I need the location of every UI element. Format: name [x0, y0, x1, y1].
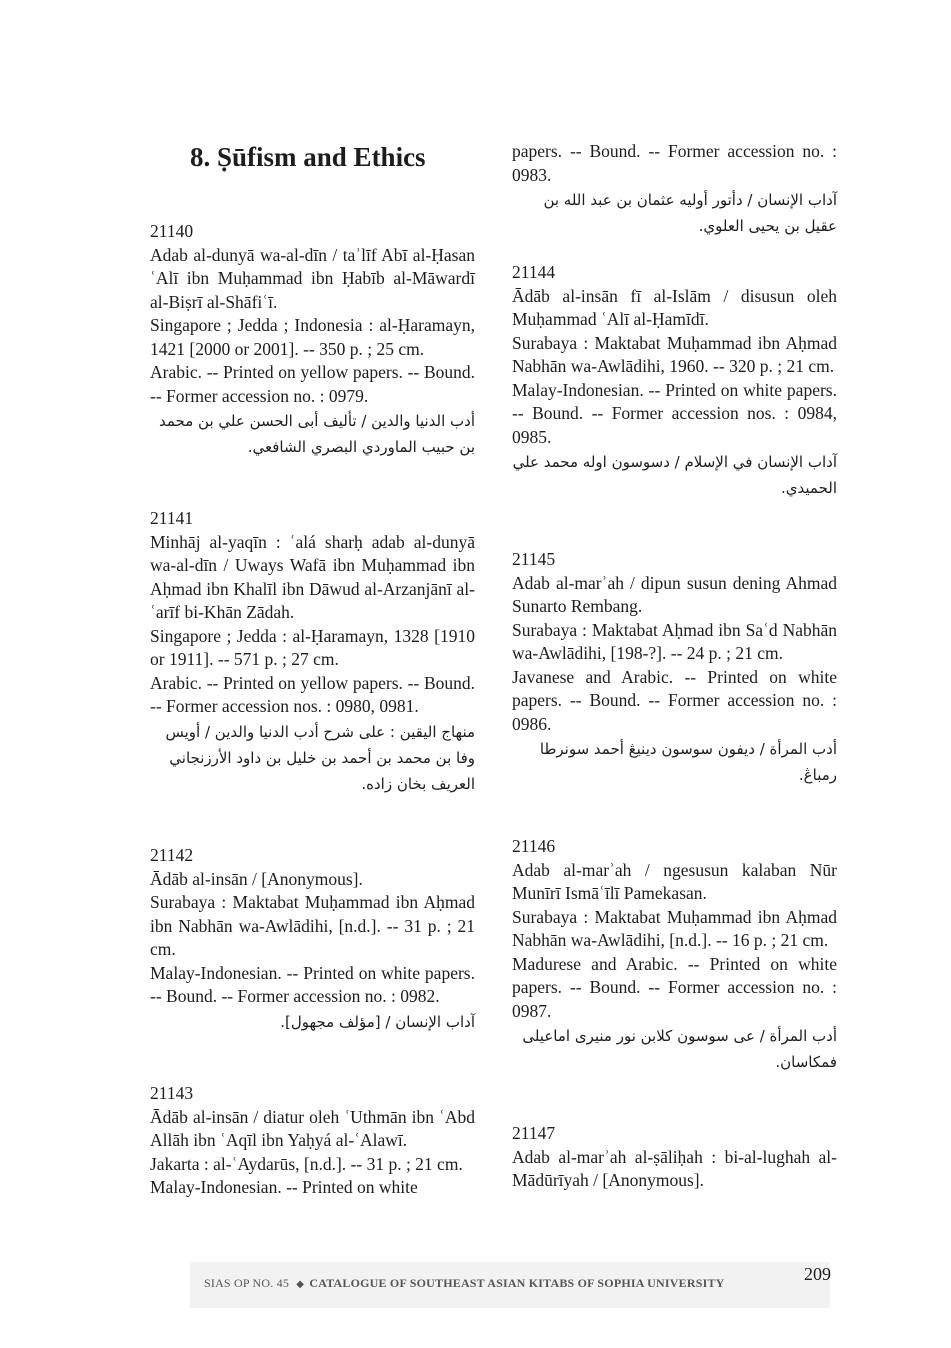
entry-notes: papers. -- Bound. -- Former accession no. : 0983. — [512, 141, 837, 185]
catalogue-entry — [150, 220, 475, 460]
entry-notes: Arabic. -- Printed on yellow papers. -- Bound. -- Former accession no. : 0979. — [150, 362, 475, 406]
catalogue-entry — [150, 507, 475, 797]
entry-number: 21146 — [512, 836, 556, 856]
entry-arabic-title: أدب المرأة / ديفون سوسون دينيڠ أحمد سونرطا رمباڠ. — [539, 740, 837, 784]
entry-title: Ādāb al-insān / [Anonymous]. — [150, 868, 363, 889]
entry-title: Ādāb al-insān fī al-Islām / disusun oleh Muḥammad ʿAlī al-Ḥamīdī. — [512, 285, 837, 329]
entry-notes: Malay-Indonesian. -- Printed on white — [150, 1177, 418, 1197]
entry-arabic-title: آداب الإنسان / [مؤلف مجهول]. — [280, 1012, 475, 1031]
page-footer — [190, 1262, 830, 1308]
entry-imprint: Surabaya : Maktabat Muḥammad ibn Aḥmad Nabhān wa-Awlādihi, 1960. -- 320 p. ; 21 cm. — [512, 332, 837, 376]
entry-imprint: Singapore ; Jedda ; Indonesia : al-Ḥaramayn, 1421 [2000 or 2001]. -- 350 p. ; 25 cm. — [150, 315, 475, 359]
entry-number: 21147 — [512, 1123, 556, 1143]
catalogue-entry — [150, 1082, 475, 1200]
entry-imprint: Singapore ; Jedda : al-Ḥaramayn, 1328 [1910 or 1911]. -- 571 p. ; 27 cm. — [150, 625, 475, 669]
catalogue-entry — [150, 844, 475, 1035]
diamond-icon: ◆ — [296, 1279, 305, 1290]
entry-title: Ādāb al-insān / diatur oleh ʿUthmān ibn ʿAbd Allāh ibn ʿAqīl ibn Yaḥyá al-ʿAlawī. — [150, 1106, 475, 1150]
entry-title: Adab al-marʾah al-ṣāliḥah : bi-al-lughah al-Mādūrīyah / [Anonymous]. — [512, 1146, 837, 1190]
entry-notes: Javanese and Arabic. -- Printed on white papers. -- Bound. -- Former accession no. : 0986. — [512, 666, 837, 734]
entry-imprint: Surabaya : Maktabat Muḥammad ibn Aḥmad ibn Nabhān wa-Awlādihi, [n.d.]. -- 31 p. ; 21 cm. — [150, 892, 475, 959]
entry-arabic-title: أدب الدنيا والدين / تأليف أبى الحسن علي بن محمد بن حبيب الماوردي البصري الشافعي. — [159, 412, 475, 456]
entry-number: 21144 — [512, 262, 556, 282]
entry-number: 21140 — [150, 221, 194, 241]
catalogue-entry — [512, 261, 837, 501]
entry-title: Adab al-marʾah / ngesusun kalaban Nūr Munīrī Ismāʿīlī Pamekasan. — [512, 859, 837, 903]
entry-number: 21142 — [150, 845, 194, 865]
entry-imprint: Surabaya : Maktabat Aḥmad ibn Saʿd Nabhān wa-Awlādihi, [198-?]. -- 24 p. ; 21 cm. — [512, 619, 837, 663]
entry-notes: Arabic. -- Printed on yellow papers. -- Bound. -- Former accession nos. : 0980, 0981. — [150, 672, 475, 716]
entry-imprint: Jakarta : al-ʿAydarūs, [n.d.]. -- 31 p. ; 21 cm. — [150, 1153, 463, 1174]
entry-notes: Madurese and Arabic. -- Printed on white papers. -- Bound. -- Former accession no. : 0987. — [512, 953, 837, 1021]
entry-title: Adab al-dunyā wa-al-dīn / taʾlīf Abī al-Ḥasan ʿAlī ibn Muḥammad ibn Ḥabīb al-Māwardī al-Biṣrī al-Shāfiʿī. — [150, 244, 475, 312]
entry-title: Adab al-marʾah / dipun susun dening Ahmad Sunarto Rembang. — [512, 572, 837, 616]
entry-arabic-title: منهاج اليقين : على شرح أدب الدنيا والدين / أويس وفا بن محمد بن أحمد بن خليل بن داود الأرزنجاني العريف بخان زاده. — [165, 722, 475, 793]
entry-number: 21141 — [150, 508, 194, 528]
entry-number: 21143 — [150, 1083, 194, 1103]
entry-continuation — [512, 140, 837, 239]
entry-title: Minhāj al-yaqīn : ʿalá sharḥ adab al-dunyā wa-al-dīn / Uways Wafā ibn Muḥammad ibn Aḥmad ibn Khalīl ibn Dāwud al-Arzanjānī al-ʿarīf bi-Khān Zādah. — [150, 531, 475, 622]
entry-arabic-title: آداب الإنسان في الإسلام / دسوسون اوله محمد علي الحميدي. — [512, 453, 837, 497]
catalogue-entry — [512, 1122, 837, 1193]
footer-catalogue-title: CATALOGUE OF SOUTHEAST ASIAN KITABS OF SOPHIA UNIVERSITY — [309, 1276, 725, 1290]
entry-notes: Malay-Indonesian. -- Printed on white papers. -- Bound. -- Former accession nos. : 0984, 0985. — [512, 379, 837, 447]
footer-running-title — [204, 1276, 725, 1291]
entry-notes: Malay-Indonesian. -- Printed on white papers. -- Bound. -- Former accession no. : 0982. — [150, 962, 475, 1006]
catalogue-entry — [512, 835, 837, 1075]
page-number: 209 — [804, 1264, 831, 1284]
entry-arabic-title: آداب الإنسان / دأتور أوليه عثمان بن عبد الله بن عقيل بن يحيى العلوي. — [543, 191, 837, 235]
entry-arabic-title: أدب المرأة / عى سوسون كلابن نور منيرى اماعيلى فمكاسان. — [522, 1027, 837, 1071]
section-title: 8. Ṣūfism and Ethics — [190, 142, 426, 172]
entry-imprint: Surabaya : Maktabat Muḥammad ibn Aḥmad Nabhān wa-Awlādihi, [n.d.]. -- 16 p. ; 21 cm. — [512, 906, 837, 950]
catalogue-entry — [512, 548, 837, 788]
footer-series: SIAS OP NO. 45 — [204, 1276, 290, 1290]
entry-number: 21145 — [512, 549, 556, 569]
